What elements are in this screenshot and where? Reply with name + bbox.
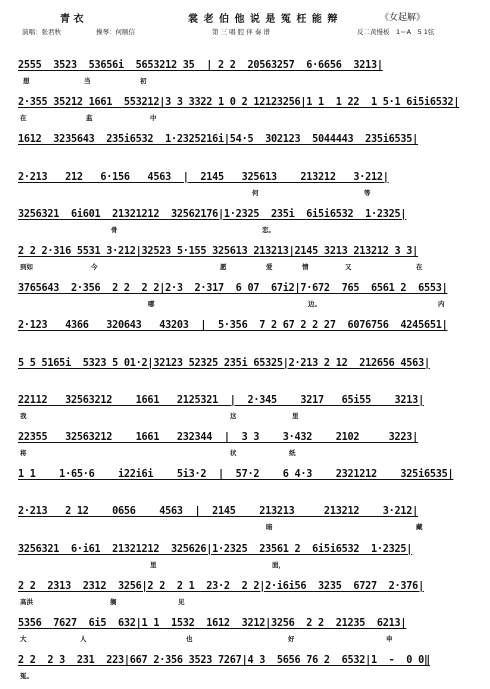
notation-line: 2 2 2 3 231 223|667 2·356 3523 7267|4 3 5656 76 2 6532|1 - 0 0‖ — [18, 655, 430, 667]
lyric-text: 暗 — [266, 523, 273, 532]
lyric-text: 也 — [186, 635, 193, 643]
notation-line: 22355 32563212 1661 232344 | 3 3 3·432 2102 3223| — [18, 432, 419, 443]
key-signature: 反二黄慢板 1＝A 5 1弦 — [357, 28, 435, 36]
notation-line: 3256321 6·i61 21321212 325626|1·2325 23561 2 6i5i6532 1·2325| — [18, 543, 413, 555]
lyric-text: 当 — [84, 77, 91, 85]
notation-line: 5 5 5165i 5323 5 01·2|32123 52325 235i 65325|2·213 2 12 212656 4563| — [18, 357, 430, 369]
notation-line: 3256321 6i601 21321212 32562176|1·2325 235i 6i5i6532 1·2325| — [18, 208, 407, 220]
notation-line: 5356 7627 6i5 632|1 1 1532 1612 3212|3256 2 2 21235 6213| — [18, 618, 407, 629]
opera-source: 《女起解》 — [380, 13, 426, 23]
notation-line: 3765643 2·356 2 2 2 2|2·3 2·317 6 07 67i2|7·672 765 6561 2 6553| — [18, 283, 448, 295]
lyric-text: 藏 — [416, 523, 423, 532]
notation-line: 2555 3523 53656i 5653212 35 | 2 2 20563257 6·6656 3213| — [18, 60, 383, 71]
lyric-text: 愿 — [220, 263, 227, 271]
arranger-credit: 操琴：何顺信 — [96, 28, 135, 36]
lyric-text: 搁 — [110, 597, 117, 606]
lyric-text: 又 — [345, 263, 352, 271]
lyric-text: 恋。 — [262, 225, 275, 234]
lyric-text: 在 — [416, 263, 423, 271]
lyric-text: 里 — [150, 560, 157, 569]
lyric-text: 我 — [20, 411, 27, 420]
notation-line: 2·213 2 12 0656 4563 | 2145 213213 213212 3·212| — [18, 506, 419, 518]
notation-line: 2 2 2·316 5531 3·212|32523 5·155 325613 213213|2145 3213 213212 3 3| — [18, 246, 419, 257]
lyric-text: 情 — [302, 263, 309, 271]
notation-line: 1612 3235643 235i6532 1·2325216i|54·5 302123 5044443 235i6535| — [18, 134, 419, 146]
lyric-text: 将 — [20, 449, 27, 457]
notation-line: 22112 32563212 1661 2125321 | 2·345 3217 65i55 3213| — [18, 394, 424, 406]
lyric-text: 人 — [80, 635, 87, 643]
lyric-text: 这 — [230, 411, 237, 420]
lyric-text: 等 — [364, 188, 371, 197]
lyric-text: 状 — [230, 449, 237, 457]
lyric-text: 中 — [150, 114, 157, 123]
lyric-text: 哪 — [148, 300, 155, 309]
lyric-text: 骨 — [111, 225, 118, 234]
lyric-text: 见 — [178, 597, 185, 606]
lyric-text: 面， — [272, 560, 285, 569]
notation-line: 1 1 1·65·6 i22i6i 5i3·2 | 57·2 6 4·3 2321212 325i6535| — [18, 469, 454, 481]
lyric-text: 内 — [438, 300, 445, 309]
lyric-text: 冤。 — [20, 672, 33, 681]
score-subtitle: 第 三 唱 腔 伴 奏 谱 — [212, 28, 270, 36]
performer-credit: 演唱：张君秋 — [22, 28, 61, 36]
lyric-text: 爱 — [266, 263, 273, 271]
lyric-text: 到如 — [20, 263, 33, 271]
lyric-text: 想 — [23, 77, 30, 85]
score-title: 裳 老 伯 他 说 是 冤 枉 能 辩 — [188, 14, 339, 25]
lyric-text: 纸 — [289, 449, 296, 457]
lyric-text: 大 — [20, 635, 27, 643]
lyric-text: 初 — [140, 77, 147, 85]
lyric-text: 今 — [91, 263, 98, 271]
lyric-text: 何 — [252, 188, 259, 197]
notation-line: 2 2 2313 2312 3256|2 2 2 1 23·2 2 2|2·i6i56 3235 6727 2·376| — [18, 580, 424, 592]
lyric-text: 好 — [288, 635, 295, 643]
lyric-text: 高洪 — [20, 597, 33, 606]
notation-line: 2·213 212 6·156 4563 | 2145 325613 213212 3·212| — [18, 171, 389, 183]
notation-line: 2·123 4366 320643 43203 | 5·356 7 2 67 2 2 27 6076756 4245651| — [18, 320, 448, 332]
lyric-text: 里 — [292, 411, 299, 420]
lyric-text: 申 — [386, 635, 393, 643]
notation-line: 2·355 35212 1661 553212|3 3 3322 1 0 2 12123256|1 1 1 22 1 5·1 6i5i6532| — [18, 97, 460, 109]
lyric-text: 在 — [20, 114, 27, 123]
lyric-text: 边。 — [308, 300, 321, 309]
lyric-text: 监 — [86, 114, 93, 123]
role-label: 青 衣 — [60, 14, 84, 25]
